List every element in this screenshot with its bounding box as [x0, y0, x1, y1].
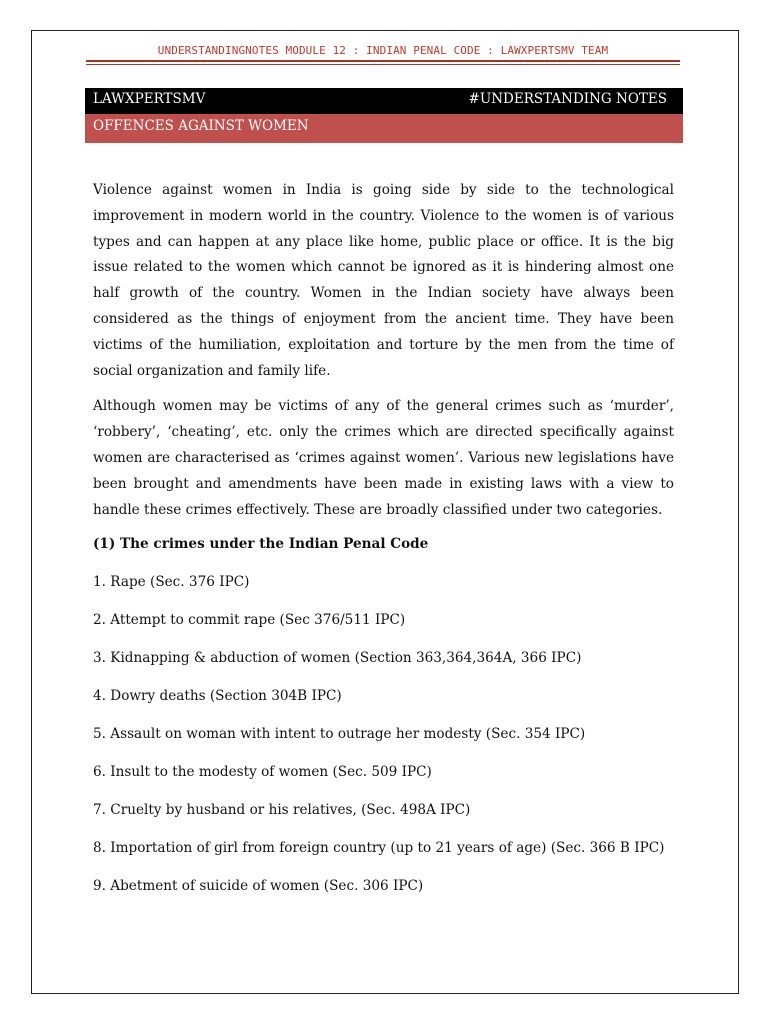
banner-brand: LAWXPERTSMV	[93, 91, 206, 107]
section-title-bar	[85, 114, 683, 143]
list-item: 4. Dowry deaths (Section 304B IPC)	[93, 688, 342, 705]
list-item: 2. Attempt to commit rape (Sec 376/511 IPC)	[93, 612, 406, 629]
paragraph: Although women may be victims of any of the general crimes such as ‘murder’, ‘robbery’, ‘cheating’, etc. only the crimes which are directed specifically against women are characterised as ‘crimes against women’. Various new legislations have been brought and amendments have been made in existing laws with a view to handle these crimes effectively. These are broadly classified under two categories.	[93, 398, 674, 518]
list-item: 8. Importation of girl from foreign country (up to 21 years of age) (Sec. 366 B IPC)	[93, 840, 665, 857]
subheading: (1) The crimes under the Indian Penal Code	[93, 536, 429, 553]
document-body	[93, 178, 674, 897]
running-header: UNDERSTANDINGNOTES MODULE 12 : INDIAN PENAL CODE : LAWXPERTSMV TEAM	[157, 44, 609, 57]
banner-bar	[85, 88, 683, 114]
list-item: 5. Assault on woman with intent to outrage her modesty (Sec. 354 IPC)	[93, 726, 586, 743]
list-item: 6. Insult to the modesty of women (Sec. 509 IPC)	[93, 764, 432, 781]
section-title: OFFENCES AGAINST WOMEN	[93, 118, 309, 134]
paragraph: Violence against women in India is going side by side to the technological improvement in modern world in the country. Violence to the women is of various types and can happen at any place like home, public place or office. It is the big issue related to the women which cannot be ignored as it is hindering almost one half growth of the country. Women in the Indian society have always been considered as the things of enjoyment from the ancient time. They have been victims of the humiliation, exploitation and torture by the men from the time of social organization and family life.	[93, 182, 674, 379]
header-rule-thin	[86, 64, 680, 65]
list-item: 1. Rape (Sec. 376 IPC)	[93, 574, 250, 591]
banner-tag: #UNDERSTANDING NOTES	[468, 91, 667, 107]
list-item: 9. Abetment of suicide of women (Sec. 306 IPC)	[93, 878, 424, 895]
header-rule	[86, 60, 680, 62]
list-item: 7. Cruelty by husband or his relatives, (Sec. 498A IPC)	[93, 802, 471, 819]
list-item: 3. Kidnapping & abduction of women (Section 363,364,364A, 366 IPC)	[93, 650, 582, 667]
